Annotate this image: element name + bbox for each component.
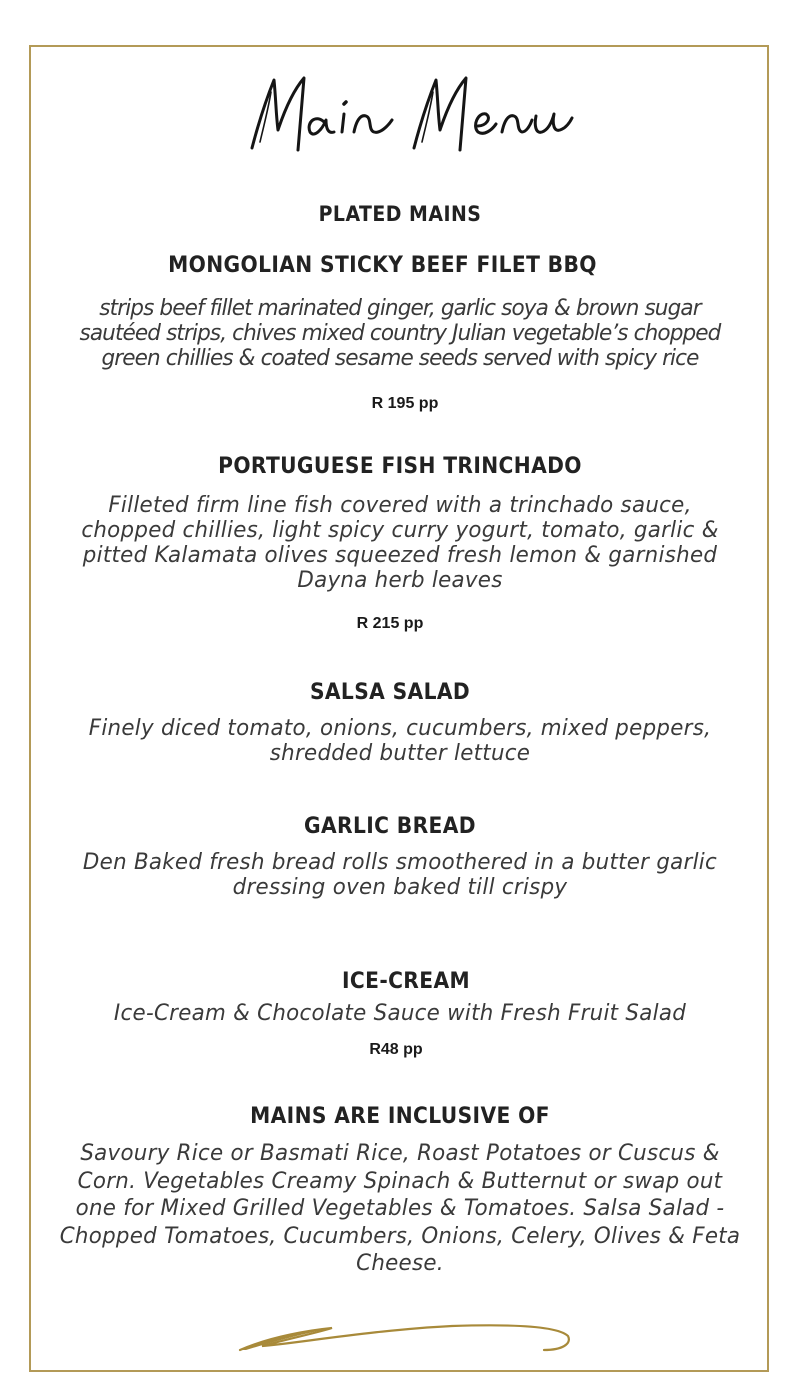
menu-title-script — [240, 70, 580, 160]
dish-description: Den Baked fresh bread rolls smoothered in a butter garlic dressing oven baked till crispy — [82, 850, 718, 901]
section-label: PLATED MAINS — [318, 202, 482, 226]
dish-name: MONGOLIAN STICKY BEEF FILET BBQ — [168, 253, 597, 278]
dish-price: R 195 pp — [371, 395, 439, 412]
dish-description: Filleted firm line fish covered with a trinchado sauce, chopped chillies, light spicy curry yogurt, tomato, garlic & pitted Kalamata olives squeezed fresh lemon & garnished Dayna herb leaves — [81, 493, 719, 594]
dish-description: Ice-Cream & Chocolate Sauce with Fresh Fruit Salad — [113, 1001, 687, 1026]
dish-description: strips beef fillet marinated ginger, garlic soya & brown sugar sautéed strips, chives mixed country Julian vegetable’s chopped green chillies & coated sesame seeds served with spicy rice — [79, 296, 721, 372]
dish-name: SALSA SALAD — [309, 680, 471, 705]
dish-name: PORTUGUESE FISH TRINCHADO — [218, 454, 582, 479]
dish-description: Finely diced tomato, onions, cucumbers, mixed peppers, shredded butter lettuce — [88, 716, 712, 767]
decorative-swoosh — [232, 1316, 576, 1360]
dish-name: ICE-CREAM — [342, 969, 470, 994]
dish-price: R 215 pp — [356, 615, 424, 632]
dish-name: GARLIC BREAD — [304, 814, 476, 839]
dish-name: MAINS ARE INCLUSIVE OF — [250, 1104, 550, 1129]
dish-description: Savoury Rice or Basmati Rice, Roast Potatoes or Cuscus & Corn. Vegetables Creamy Spinach & Butternut or swap out one for Mixed Grilled Vegetables & Tomatoes. Salsa Salad - Chopped Tomatoes, Cucumbers, Onions, Celery, Olives & Feta Cheese. — [59, 1141, 741, 1276]
dish-price: R48 pp — [369, 1041, 423, 1058]
